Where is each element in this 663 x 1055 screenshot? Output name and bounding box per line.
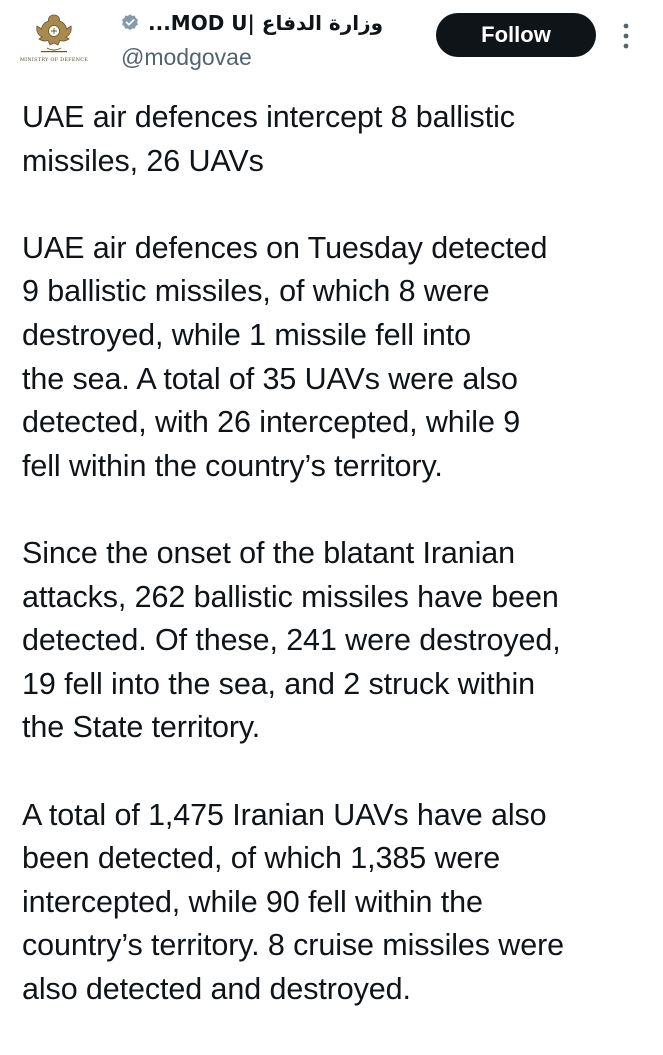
tweet-line: country’s territory. 8 cruise missiles were — [22, 928, 565, 963]
tweet-line: the State territory. — [22, 710, 261, 745]
more-vertical-icon — [614, 18, 638, 54]
tweet-line: 9 ballistic missiles, of which 8 were — [22, 274, 490, 309]
tweet-line: A total of 1,475 Iranian UAVs have also — [22, 797, 547, 832]
tweet-line: 19 fell into the sea, and 2 struck within — [22, 666, 536, 701]
account-handle[interactable]: @modgovae — [121, 44, 252, 70]
tweet-line: detected, with 26 intercepted, while 9 — [22, 405, 521, 440]
tweet-paragraph-ballistic-totals — [22, 532, 652, 750]
tweet-line: UAE air defences intercept 8 ballistic — [22, 100, 515, 134]
tweet-line: fell within the country’s territory. — [22, 448, 443, 483]
verified-badge-icon — [120, 13, 140, 33]
name-row[interactable] — [120, 10, 383, 36]
tweet-line: missiles, 26 UAVs — [22, 143, 264, 178]
tweet-paragraph-uav-totals — [22, 794, 652, 1012]
avatar[interactable] — [14, 12, 94, 68]
tweet-line: destroyed, while 1 missile fell into — [22, 317, 472, 352]
ministry-emblem-icon — [31, 12, 77, 56]
tweet-line: the sea. A total of 35 UAVs were also — [22, 361, 518, 396]
tweet-line: intercepted, while 90 fell within the — [22, 884, 483, 919]
tweet-text — [22, 96, 652, 1055]
more-options-button[interactable] — [614, 18, 638, 54]
tweet-line: been detected, of which 1,385 were — [22, 841, 501, 876]
display-name[interactable]: وزارة الدفاع |MOD U... — [148, 11, 384, 35]
follow-button[interactable]: Follow — [436, 13, 596, 57]
tweet-line: UAE air defences on Tuesday detected — [22, 230, 548, 265]
tweet-line: Since the onset of the blatant Iranian — [22, 535, 516, 570]
tweet-header — [0, 0, 663, 90]
tweet-line: also detected and destroyed. — [22, 971, 411, 1006]
tweet-paragraph-headline — [22, 96, 652, 183]
tweet-paragraph-tuesday — [22, 227, 652, 489]
avatar-caption: MINISTRY OF DEFENCE — [19, 57, 89, 63]
tweet-line: attacks, 262 ballistic missiles have been — [22, 579, 559, 614]
tweet-line: detected. Of these, 241 were destroyed, — [22, 623, 561, 658]
